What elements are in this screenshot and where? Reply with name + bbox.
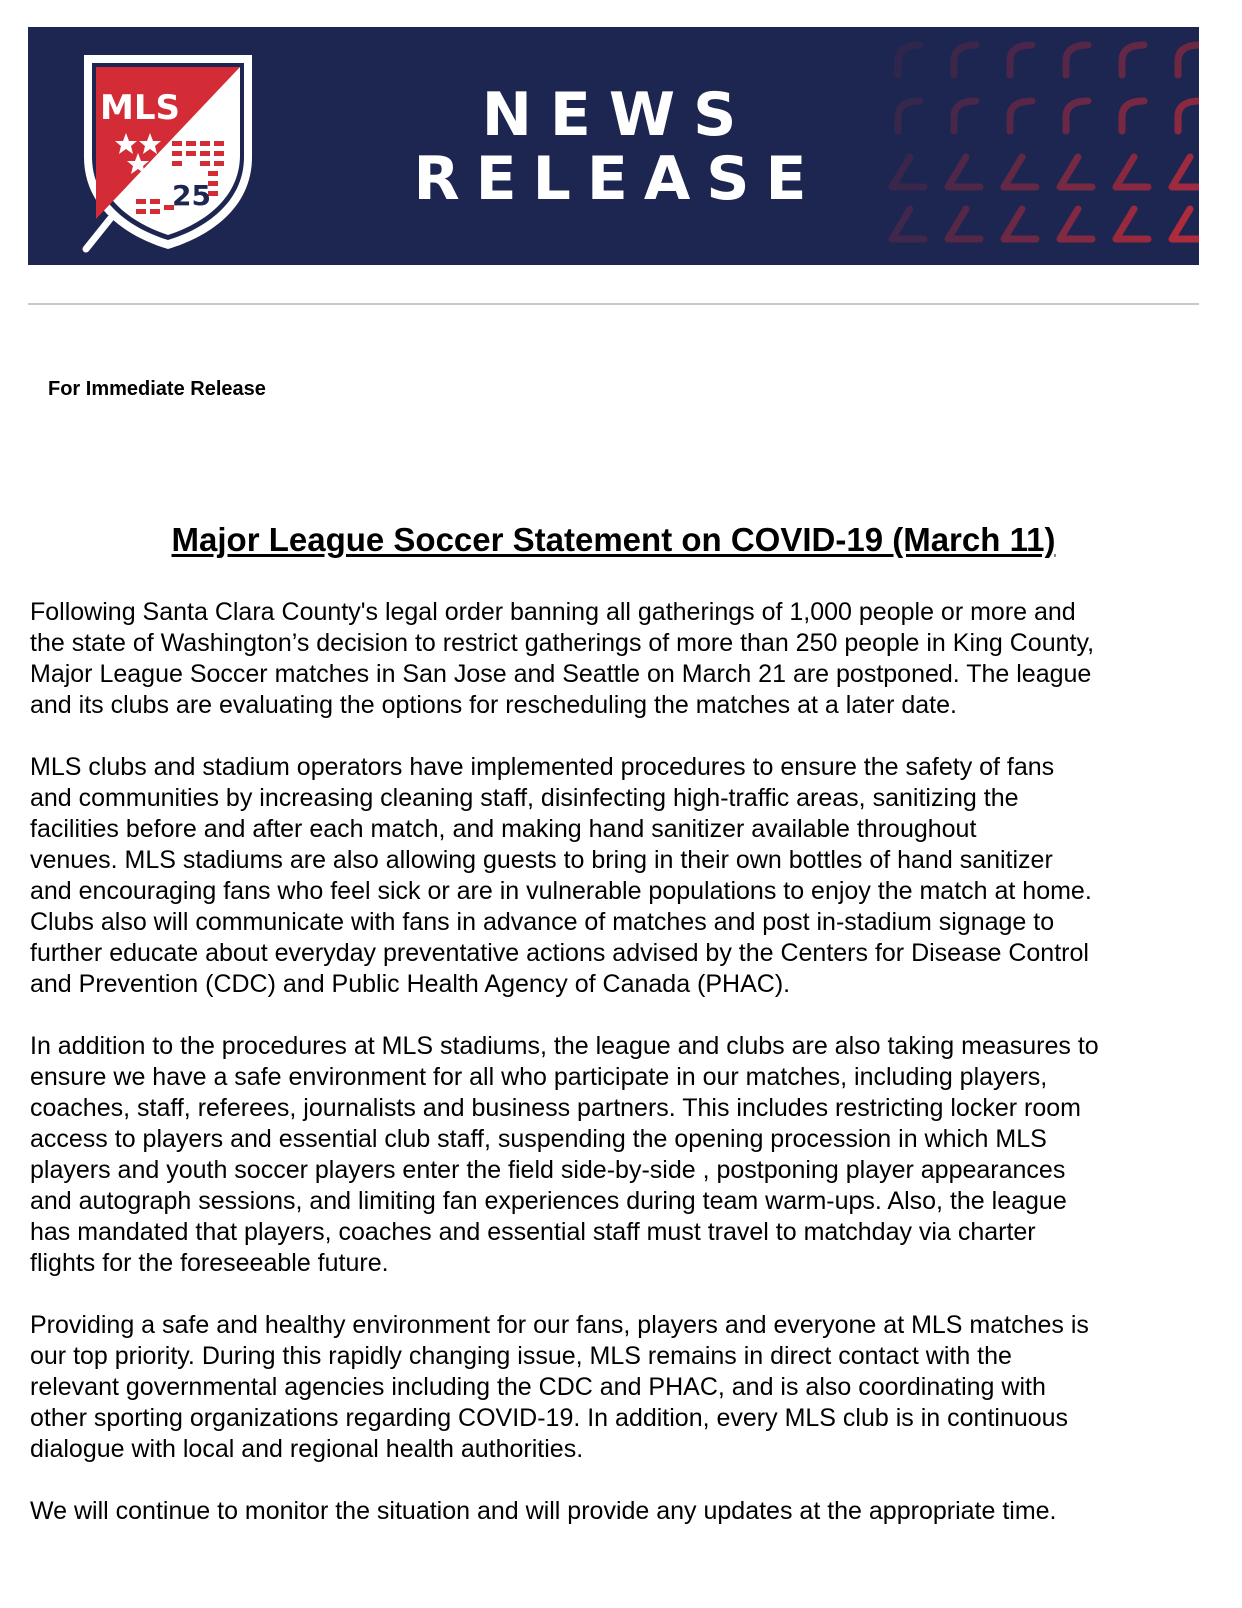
pattern-mark xyxy=(1116,209,1148,239)
paragraph-line: and communities by increasing cleaning staff, disinfecting high-traffic areas, sanitizing the xyxy=(30,784,1019,812)
statement-body xyxy=(30,597,1220,1558)
paragraph-4 xyxy=(30,1310,1220,1465)
paragraph-line: dialogue with local and regional health authorities. xyxy=(30,1435,584,1463)
pattern-mark xyxy=(1004,209,1036,239)
headline: Major League Soccer Statement on COVID-19 (March 11) xyxy=(171,521,1056,558)
pattern-mark xyxy=(1060,157,1092,187)
paragraph-line: players and youth soccer players enter the field side-by-side , postponing player appearances xyxy=(30,1156,1066,1184)
paragraph-1 xyxy=(30,597,1220,721)
pattern-mark xyxy=(892,209,924,239)
paragraph-line: venues. MLS stadiums are also allowing guests to bring in their own bottles of hand sanitizer xyxy=(30,846,1053,874)
mls-25-crest-logo xyxy=(76,49,260,257)
paragraph-line: Major League Soccer matches in San Jose and Seattle on March 21 are postponed. The league xyxy=(30,660,1092,688)
pattern-mark xyxy=(1122,45,1144,75)
paragraph-line: Providing a safe and healthy environment for our fans, players and everyone at MLS matches is xyxy=(30,1311,1089,1339)
paragraph-3 xyxy=(30,1031,1220,1279)
paragraph-line: has mandated that players, coaches and essential staff must travel to matchday via charter xyxy=(30,1218,1036,1246)
pattern-mark xyxy=(948,157,980,187)
paragraph-line: and its clubs are evaluating the options for rescheduling the matches at a later date. xyxy=(30,691,957,719)
crest-25-text: 25 xyxy=(172,179,211,212)
pattern-mark xyxy=(1116,157,1148,187)
paragraph-line: MLS clubs and stadium operators have implemented procedures to ensure the safety of fans xyxy=(30,753,1055,781)
pattern-mark xyxy=(1004,157,1036,187)
news-title-line-2: RELEASE xyxy=(413,144,823,214)
pattern-mark xyxy=(1066,101,1088,131)
paragraph-line: coaches, staff, referees, journalists and business partners. This includes restricting locker room xyxy=(30,1094,1081,1122)
pattern-mark xyxy=(948,209,980,239)
paragraph-line: the state of Washington’s decision to restrict gatherings of more than 250 people in King County, xyxy=(30,629,1095,657)
pattern-mark xyxy=(1066,45,1088,75)
paragraph-line: We will continue to monitor the situation and will provide any updates at the appropriate time. xyxy=(30,1497,1057,1525)
pattern-mark xyxy=(898,45,920,75)
paragraph-line: flights for the foreseeable future. xyxy=(30,1249,389,1277)
pattern-mark xyxy=(954,101,976,131)
paragraph-line: Following Santa Clara County's legal order banning all gatherings of 1,000 people or more and xyxy=(30,598,1076,626)
paragraph-line: facilities before and after each match, and making hand sanitizer available throughout xyxy=(30,815,977,843)
paragraph-line: other sporting organizations regarding COVID-19. In addition, every MLS club is in continuous xyxy=(30,1404,1069,1432)
paragraph-line: ensure we have a safe environment for all who participate in our matches, including players, xyxy=(30,1063,1048,1091)
pattern-mark xyxy=(1060,209,1092,239)
pattern-mark xyxy=(1010,45,1032,75)
paragraph-line: access to players and essential club staff, suspending the opening procession in which MLS xyxy=(30,1125,1047,1153)
news-release-title xyxy=(388,80,848,214)
paragraph-line: and encouraging fans who feel sick or are in vulnerable populations to enjoy the match at home. xyxy=(30,877,1092,905)
pattern-mark xyxy=(1010,101,1032,131)
paragraph-2 xyxy=(30,752,1220,1000)
pattern-mark xyxy=(1178,45,1199,75)
decorative-pattern xyxy=(858,27,1199,265)
pattern-mark xyxy=(1172,157,1199,187)
pattern-mark xyxy=(1178,101,1199,131)
pattern-mark xyxy=(892,157,924,187)
pattern-mark xyxy=(1122,101,1144,131)
news-release-banner xyxy=(28,27,1199,265)
paragraph-line: In addition to the procedures at MLS stadiums, the league and clubs are also taking measures to xyxy=(30,1032,1099,1060)
pattern-mark xyxy=(898,101,920,131)
crest-mls-text: MLS xyxy=(100,88,180,128)
paragraph-line: Clubs also will communicate with fans in advance of matches and post in-stadium signage to xyxy=(30,908,1055,936)
pattern-mark xyxy=(1172,209,1199,239)
paragraph-line: our top priority. During this rapidly changing issue, MLS remains in direct contact with the xyxy=(30,1342,1012,1370)
paragraph-line: further educate about everyday preventative actions advised by the Centers for Disease Control xyxy=(30,939,1089,967)
paragraph-5 xyxy=(30,1496,1220,1527)
header-divider xyxy=(28,303,1199,305)
release-label: For Immediate Release xyxy=(48,378,266,400)
pattern-mark xyxy=(954,45,976,75)
paragraph-line: and Prevention (CDC) and Public Health Agency of Canada (PHAC). xyxy=(30,970,791,998)
paragraph-line: relevant governmental agencies including the CDC and PHAC, and is also coordinating with xyxy=(30,1373,1046,1401)
news-title-line-1: NEWS xyxy=(481,80,755,150)
paragraph-line: and autograph sessions, and limiting fan experiences during team warm-ups. Also, the league xyxy=(30,1187,1067,1215)
